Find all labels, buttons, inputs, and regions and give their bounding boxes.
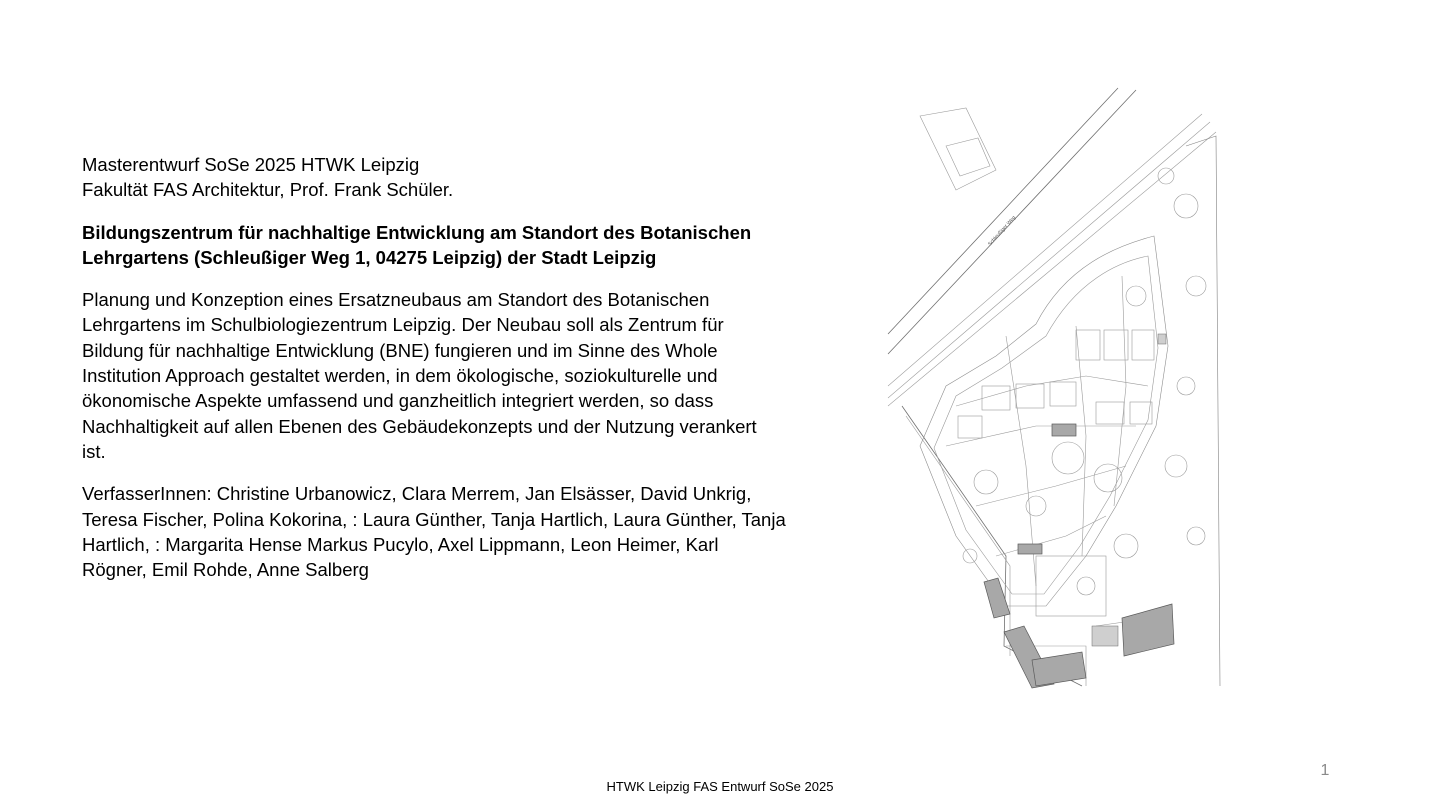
description-line: Lehrgartens im Schulbiologiezentrum Leipzig. Der Neubau soll als Zentrum für <box>82 314 724 336</box>
course-line: Masterentwurf SoSe 2025 HTWK Leipzig <box>82 154 420 175</box>
intro-block <box>82 152 812 203</box>
description <box>82 287 812 464</box>
page-number: 1 <box>1320 762 1330 779</box>
project-title-line: Bildungszentrum für nachhaltige Entwicklung am Standort des Botanischen <box>82 221 752 243</box>
description-line: Bildung für nachhaltige Entwicklung (BNE) fungieren und im Sinne des Whole <box>82 339 718 361</box>
description-line: ökonomische Aspekte umfassend und ganzheitlich integriert werden, so dass <box>82 390 714 412</box>
slide-text <box>82 152 812 599</box>
footer: HTWK Leipzig FAS Entwurf SoSe 2025 <box>606 779 834 794</box>
description-line: ist. <box>82 440 106 462</box>
authors-line: Rögner, Emil Rohde, Anne Salberg <box>82 559 369 581</box>
project-title <box>82 220 812 271</box>
site-plan-drawing <box>886 86 1222 706</box>
street-label: Schleußiger Weg <box>987 214 1018 248</box>
project-title-line: Lehrgartens (Schleußiger Weg 1, 04275 Leipzig) der Stadt Leipzig <box>82 246 657 268</box>
description-line: Nachhaltigkeit auf allen Ebenen des Gebäudekonzepts und der Nutzung verankert <box>82 415 757 437</box>
authors-line: Teresa Fischer, Polina Kokorina, : Laura Günther, Tanja Hartlich, Laura Günther, Tanja <box>82 508 786 530</box>
authors <box>82 481 812 582</box>
description-line: Planung und Konzeption eines Ersatzneubaus am Standort des Botanischen <box>82 289 710 311</box>
faculty-line: Fakultät FAS Architektur, Prof. Frank Schüler. <box>82 179 454 201</box>
description-line: Institution Approach gestaltet werden, in dem ökologische, soziokulturelle und <box>82 365 718 387</box>
authors-line: Hartlich, : Margarita Hense Markus Pucylo, Axel Lippmann, Leon Heimer, Karl <box>82 533 719 555</box>
authors-line: VerfasserInnen: Christine Urbanowicz, Clara Merrem, Jan Elsässer, David Unkrig, <box>82 483 752 505</box>
